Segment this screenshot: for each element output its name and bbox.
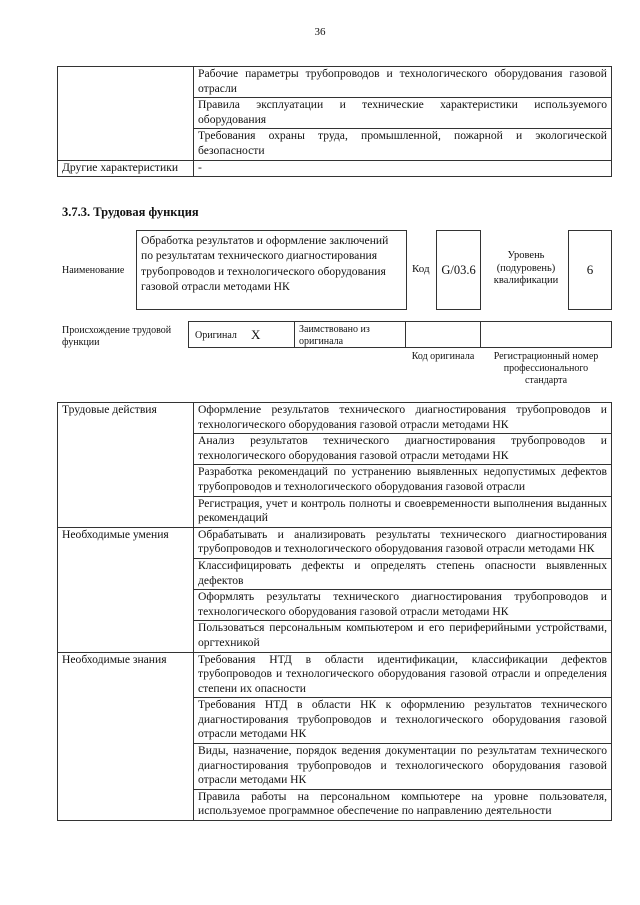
- row-label: Необходимые знания: [58, 652, 194, 821]
- registration-caption: Регистрационный номер профессионального стандарта: [493, 351, 599, 386]
- table-cell: Регистрация, учет и контроль полноты и своевременности выполнения выданных рекомендаций: [194, 496, 612, 527]
- borrowed-label: Заимствовано из оригинала: [299, 324, 370, 347]
- table-cell: Обрабатывать и анализировать результаты технического диагностирования трубопроводов и технологического оборудования газовой отрасли методами НК: [194, 527, 612, 558]
- function-code: G/03.6: [441, 262, 476, 277]
- table-row: [58, 527, 612, 558]
- row-label: Трудовые действия: [58, 403, 194, 528]
- table-row: [58, 403, 612, 434]
- row-label: Необходимые умения: [58, 527, 194, 652]
- table-row: [58, 67, 612, 98]
- table-cell: -: [194, 160, 612, 177]
- table-cell: Требования НТД в области идентификации, классификации дефектов трубопроводов и технологического оборудования газовой отрасли и определения степени их опасности: [194, 652, 612, 698]
- table-row: [58, 160, 612, 177]
- table-row: [58, 652, 612, 698]
- original-mark: X: [251, 327, 261, 342]
- original-label: Оригинал: [195, 330, 237, 341]
- table-cell: Оформление результатов технического диагностирования трубопроводов и технологического оборудования газовой отрасли методами НК: [194, 403, 612, 434]
- code-caption: Код оригинала: [411, 351, 475, 362]
- table-cell: Рабочие параметры трубопроводов и технологического оборудования газовой отрасли: [194, 67, 612, 98]
- table-cell: Разработка рекомендаций по устранению выявленных недопустимых дефектов трубопроводов и технологического оборудования газовой отрасли: [194, 465, 612, 496]
- table-cell: Требования охраны труда, промышленной, пожарной и экологической безопасности: [194, 129, 612, 160]
- code-label: Код: [412, 263, 430, 275]
- original-box: [188, 321, 295, 348]
- table-cell: Пользоваться персональным компьютером и его периферийными устройствами, оргтехникой: [194, 621, 612, 652]
- origin-label: Происхождение трудовой функции: [62, 325, 172, 348]
- table-cell: Правила работы на персональном компьютере на уровне пользователя, используемое программное обеспечение по направлению деятельности: [194, 789, 612, 820]
- registration-number-box: [480, 321, 612, 348]
- table-cell: Анализ результатов технического диагностирования трубопроводов и технологического оборудования газовой отрасли методами НК: [194, 434, 612, 465]
- name-label: Наименование: [62, 265, 125, 276]
- page-number: 36: [314, 26, 326, 38]
- table-cell: Оформлять результаты технического диагностирования трубопроводов и технологического оборудования газовой отрасли методами НК: [194, 590, 612, 621]
- function-name-box: [136, 230, 407, 310]
- section-title: 3.7.3. Трудовая функция: [62, 205, 199, 219]
- top-characteristics-table: [57, 66, 612, 177]
- function-name: Обработка результатов и оформление заключений по результатам технического диагностирования трубопроводов и технологического оборудования газовой отрасли методами НК: [141, 234, 389, 293]
- qualification-level: 6: [586, 262, 594, 277]
- row-label: [58, 67, 194, 161]
- level-label: Уровень (подуровень) квалификации: [493, 250, 559, 286]
- table-cell: Классифицировать дефекты и определять степень опасности выявленных дефектов: [194, 558, 612, 589]
- original-code-box: [405, 321, 481, 348]
- row-label: Другие характеристики: [58, 160, 194, 177]
- table-cell: Правила эксплуатации и технические характеристики используемого оборудования: [194, 98, 612, 129]
- code-box: [436, 230, 481, 310]
- table-cell: Виды, назначение, порядок ведения документации по результатам технического диагностирования трубопроводов и технологического оборудования газовой отрасли методами НК: [194, 744, 612, 790]
- level-box: [568, 230, 612, 310]
- borrowed-box: [294, 321, 406, 348]
- table-cell: Требования НТД в области НК к оформлению результатов технического диагностирования трубопроводов и технологического оборудования газовой отрасли методами НК: [194, 698, 612, 744]
- labor-function-table: [57, 402, 612, 821]
